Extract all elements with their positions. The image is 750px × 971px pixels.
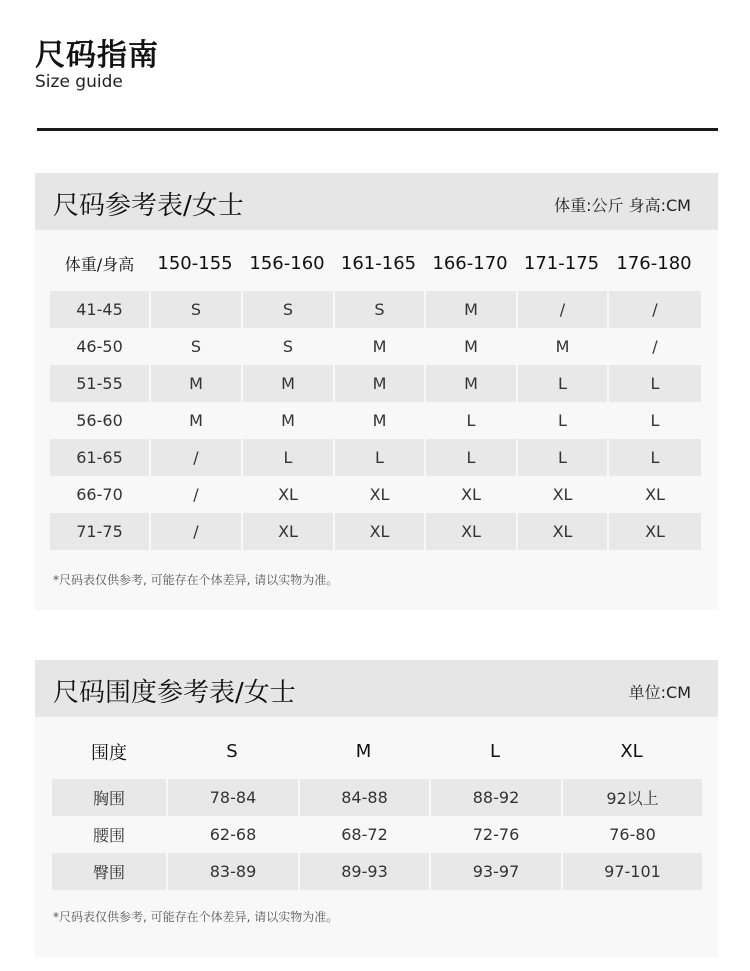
table-cell: S [241, 328, 333, 365]
table-row [50, 291, 701, 328]
size-reference-table [50, 235, 701, 550]
table-cell: M [333, 328, 424, 365]
table-cell: XL [333, 476, 424, 513]
table-cell: S [149, 328, 241, 365]
table-cell: / [149, 439, 241, 476]
page-title: 尺码指南 [35, 38, 159, 73]
table-cell: XL [516, 476, 607, 513]
table-cell: S [333, 291, 424, 328]
column-header: L [489, 741, 501, 762]
table-row [50, 402, 701, 439]
table-row [50, 365, 701, 402]
row-label-cell: 71-75 [50, 513, 149, 550]
size-reference-panel [35, 173, 718, 610]
table-cell: M [424, 365, 516, 402]
column-header: S [226, 741, 238, 762]
column-header: 176-180 [616, 252, 692, 274]
table-cell: L [241, 439, 333, 476]
table-row [50, 513, 701, 550]
table-row [52, 853, 702, 890]
table-cell: 72-76 [429, 816, 561, 853]
measurement-note: *尺码表仅供参考, 可能存在个体差异, 请以实物为准。 [53, 910, 339, 924]
table-cell: M [149, 365, 241, 402]
table-cell: L [516, 365, 607, 402]
column-header: 体重/身高 [64, 254, 135, 274]
table-row [52, 816, 702, 853]
measurement-header [35, 660, 718, 717]
column-header: 156-160 [249, 252, 325, 274]
table-cell: M [516, 328, 607, 365]
table-cell: M [149, 402, 241, 439]
measurement-panel [35, 660, 718, 957]
table-cell: XL [241, 513, 333, 550]
table-cell: L [424, 402, 516, 439]
table-cell: XL [333, 513, 424, 550]
table-cell: 93-97 [429, 853, 561, 890]
size-reference-unit: 体重:公斤 身高:CM [554, 196, 691, 215]
table-cell: / [607, 291, 701, 328]
table-cell: / [516, 291, 607, 328]
size-reference-title: 尺码参考表/女士 [53, 191, 244, 221]
table-row [50, 328, 701, 365]
column-header: 161-165 [340, 252, 417, 274]
row-label-cell: 61-65 [50, 439, 149, 476]
table-cell: 97-101 [561, 853, 702, 890]
table-cell: / [607, 328, 701, 365]
row-label-cell: 51-55 [50, 365, 149, 402]
row-label-cell: 66-70 [76, 485, 123, 504]
size-reference-note: *尺码表仅供参考, 可能存在个体差异, 请以实物为准。 [53, 573, 339, 587]
table-cell: L [424, 439, 516, 476]
column-header: 166-170 [432, 252, 508, 274]
page-subtitle: Size guide [35, 72, 123, 92]
table-cell: 89-93 [298, 853, 429, 890]
table-row [50, 439, 701, 476]
column-header: M [355, 741, 372, 762]
table-cell: L [607, 402, 701, 439]
table-cell: 78-84 [166, 779, 298, 816]
row-label-cell: 46-50 [76, 337, 123, 356]
table-cell: M [333, 402, 424, 439]
table-cell: M [333, 365, 424, 402]
measurement-title: 尺码围度参考表/女士 [53, 678, 296, 708]
table-row [52, 779, 702, 816]
table-cell: M [241, 402, 333, 439]
row-label-cell: 胸围 [52, 779, 166, 816]
table-row [50, 476, 701, 513]
table-cell: S [241, 291, 333, 328]
table-header-row [50, 235, 701, 291]
table-cell: M [241, 365, 333, 402]
table-cell: XL [607, 513, 701, 550]
table-cell: XL [516, 513, 607, 550]
table-cell: / [149, 476, 241, 513]
table-cell: S [149, 291, 241, 328]
row-label-cell: 臀围 [52, 853, 166, 890]
table-cell: XL [424, 513, 516, 550]
table-cell: XL [424, 476, 516, 513]
table-cell: 62-68 [166, 816, 298, 853]
column-header: 围度 [91, 742, 127, 764]
measurement-unit: 单位:CM [628, 683, 691, 702]
table-cell: L [516, 439, 607, 476]
table-cell: / [149, 513, 241, 550]
table-cell: 88-92 [429, 779, 561, 816]
table-cell: 83-89 [166, 853, 298, 890]
measurement-table [52, 724, 702, 890]
table-cell: 68-72 [298, 816, 429, 853]
title-divider [37, 128, 718, 131]
table-cell: L [607, 439, 701, 476]
column-header: XL [620, 741, 643, 762]
table-cell: XL [607, 476, 701, 513]
row-label-cell: 41-45 [50, 291, 149, 328]
table-cell: L [516, 402, 607, 439]
size-reference-header [35, 173, 718, 230]
table-cell: 76-80 [561, 816, 702, 853]
table-header-row [52, 724, 702, 779]
table-cell: M [424, 328, 516, 365]
table-cell: 84-88 [298, 779, 429, 816]
column-header: 171-175 [523, 252, 600, 274]
table-cell: M [424, 291, 516, 328]
table-cell: XL [241, 476, 333, 513]
table-cell: L [333, 439, 424, 476]
column-header: 150-155 [157, 252, 233, 274]
table-cell: L [607, 365, 701, 402]
row-label-cell: 腰围 [92, 826, 125, 845]
table-cell: 92以上 [561, 779, 702, 816]
row-label-cell: 56-60 [76, 411, 123, 430]
